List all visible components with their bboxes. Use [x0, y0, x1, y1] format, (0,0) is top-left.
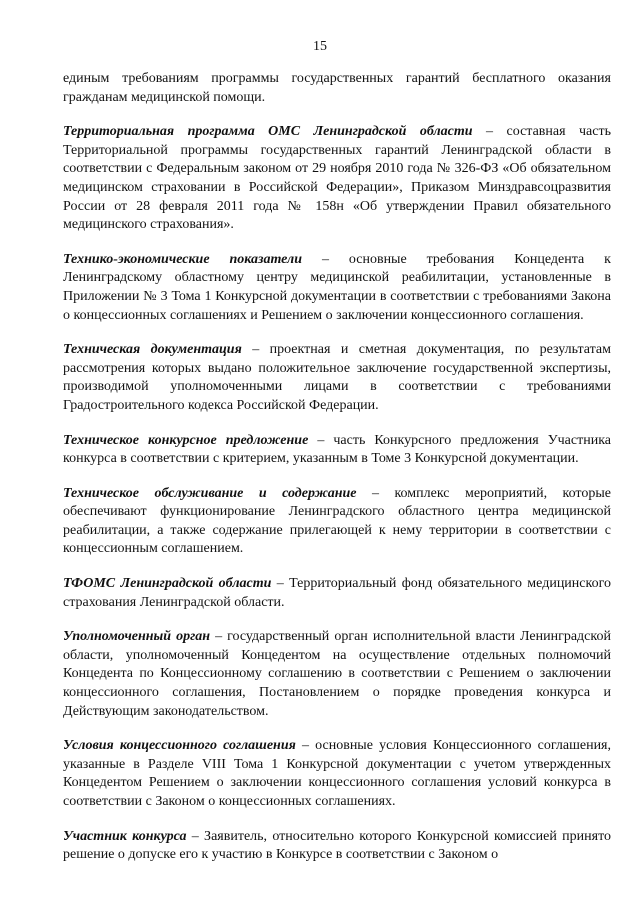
definition-text: – Территориальный фонд обязательного медицинского страхования Ленинградской области.: [63, 576, 611, 610]
definition-text: – составная часть Территориальной программы государственных гарантий Ленинградской области в соответствии с Федеральным законом от 29 ноября 2010 года № 326-ФЗ «Об обязательном медицинском страховании в Российской Федерации», Приказом Минздравсоцразвития России от 28 февраля 2011 года № 158н «Об утверждении Правил обязательного медицинского страхования».: [63, 124, 611, 233]
definition-text: – проектная и сметная документация, по результатам рассмотрения которых выдано положительное заключение государственной экспертизы, производимой уполномоченными лицами в соответствии с требованиями Градостроительного кодекса Российской Федерации.: [63, 342, 611, 413]
definition-paragraph: [63, 251, 611, 325]
definition-paragraph: [63, 737, 611, 811]
definition-paragraph: [63, 575, 611, 612]
page-number: 15: [313, 39, 327, 54]
document-body: [63, 70, 611, 865]
paragraph-gap: [63, 235, 611, 251]
definition-term: Техническая документация: [63, 342, 242, 358]
definition-paragraph: [63, 123, 611, 235]
definition-text: – Заявитель, относительно которого Конкурсной комиссией принято решение о допуске его к участию в Конкурсе в соответствии с Законом о: [63, 828, 612, 863]
paragraph-gap: [63, 559, 611, 575]
definition-term: Технико-экономические показатели: [63, 251, 303, 267]
paragraph-gap: [63, 325, 611, 341]
definition-paragraph: [63, 828, 611, 865]
continuation-paragraph: единым требованиям программы государственных гарантий бесплатного оказания гражданам медицинской помощи.: [63, 71, 611, 105]
paragraph-gap: [63, 721, 611, 737]
definition-term: Участник конкурса: [63, 828, 187, 844]
paragraph-gap: [63, 416, 611, 432]
definition-term: Техническое конкурсное предложение: [63, 432, 309, 448]
definition-term: Уполномоченный орган: [63, 629, 211, 645]
definition-term: Условия концессионного соглашения: [63, 738, 296, 754]
paragraph-gap: [63, 612, 611, 628]
definitions-list: [63, 107, 611, 865]
definition-text: – комплекс мероприятий, которые обеспечивают функционирование Ленинградского областного центра медицинской реабилитации, а также содержание прилегающей к нему территории в соответствии с концессионным соглашением.: [63, 485, 611, 557]
definition-term: ТФОМС Ленинградской области: [63, 576, 272, 592]
definition-text: – основные условия Концессионного соглашения, указанные в Разделе VIII Тома 1 Конкурсной документации с учетом утвержденных Концедентом Решением о заключении концессионного соглашения условий конкурса в соответствии с Законом о концессионных соглашениях.: [63, 738, 611, 809]
definition-term: Техническое обслуживание и содержание: [63, 485, 357, 501]
definition-term: Территориальная программа ОМС Ленинградской области: [63, 124, 473, 140]
paragraph-gap: [63, 107, 611, 123]
definition-text: – государственный орган исполнительной власти Ленинградской области, уполномоченный Концедентом на осуществление отдельных полномочий Концедента по Концессионному соглашению в соответствии с Решением о заключении концессионного соглашения, Постановлением о порядке проведения конкурса и Действующим законодательством.: [63, 629, 611, 719]
definition-paragraph: [63, 341, 611, 415]
definition-paragraph: [63, 485, 611, 559]
paragraph-gap: [63, 469, 611, 485]
definition-paragraph: [63, 432, 611, 469]
definition-text: – часть Конкурсного предложения Участника конкурса в соответствии с критерием, указанным в Томе 3 Конкурсной документации.: [63, 432, 611, 467]
definition-paragraph: [63, 628, 611, 721]
definition-text: – основные требования Концедента к Ленинградскому областному центру медицинской реабилитации, установленные в Приложении № 3 Тома 1 Конкурсной документации в соответствии с требованиями Закона о концессионных соглашениях и Решением о заключении концессионного соглашения.: [63, 251, 611, 323]
paragraph-gap: [63, 812, 611, 828]
